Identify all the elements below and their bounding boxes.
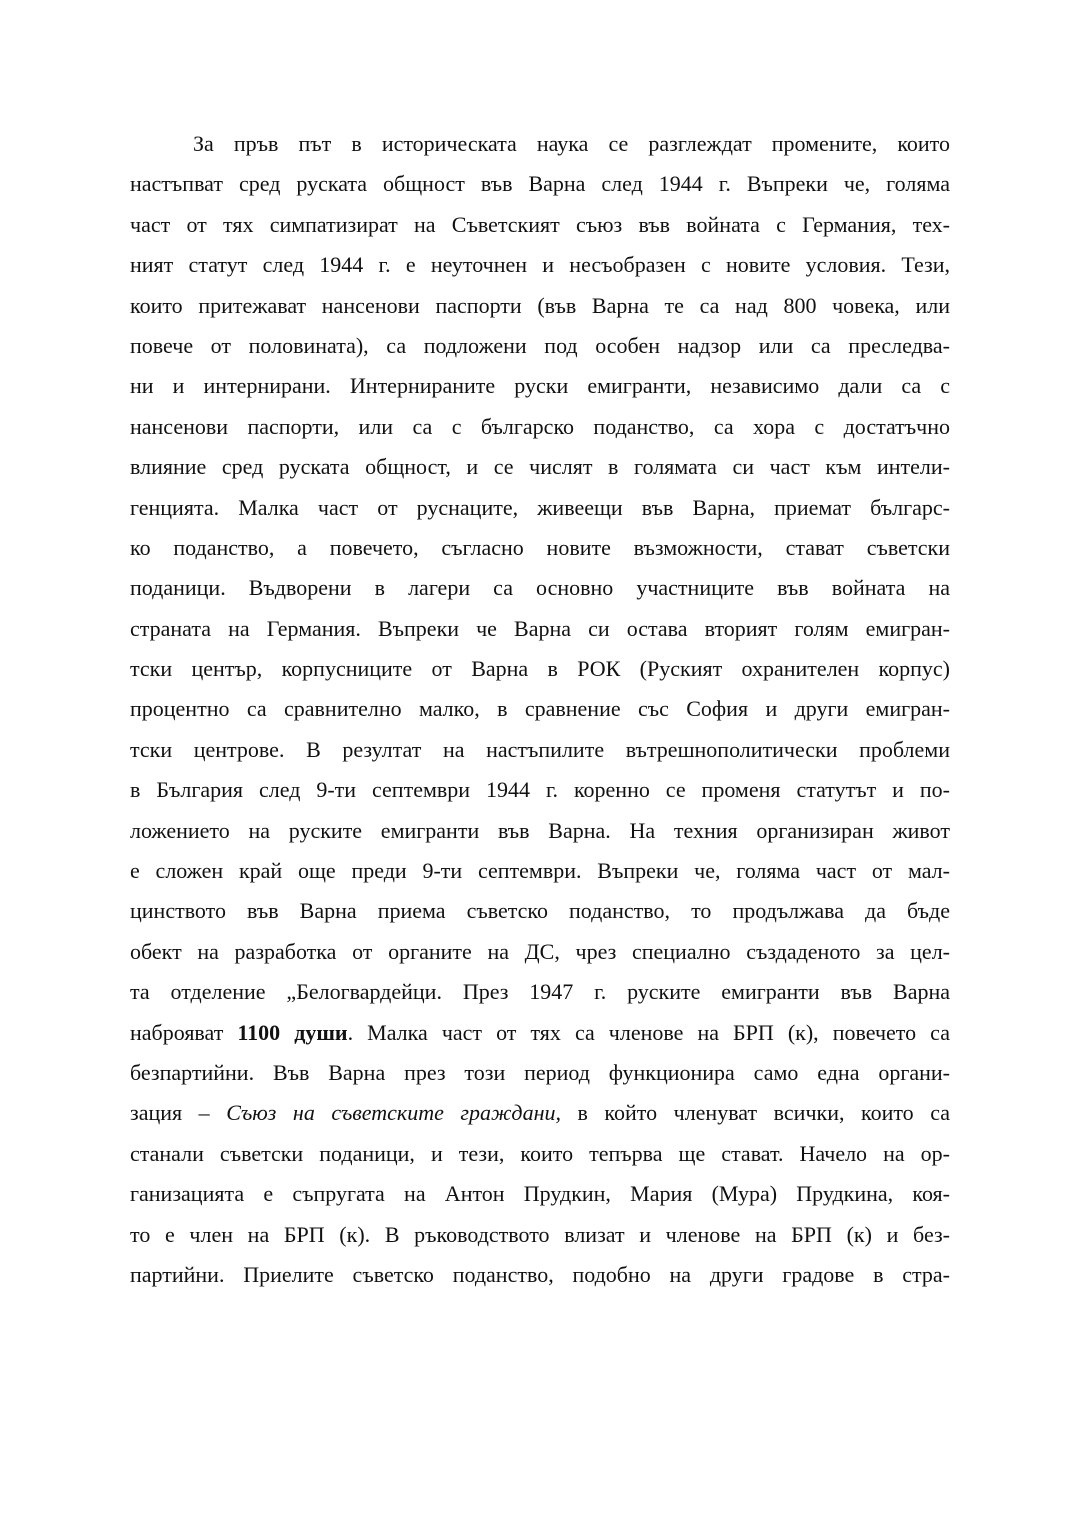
text-line <box>130 124 950 164</box>
text-run: станали съветски поданици, и тези, които тепърва ще стават. Начело на ор- <box>130 1140 950 1166</box>
text-run: ложението на руските емигранти във Варна. На техния организиран живот <box>130 817 950 843</box>
text-run: тски център, корпусниците от Варна в РОК (Руският охранителен корпус) <box>130 656 950 682</box>
text-run: генцията. Малка част от руснаците, живеещи във Варна, приемат българс- <box>130 494 950 520</box>
text-run: страната на Германия. Въпреки че Варна си остава вторият голям емигран- <box>130 615 950 641</box>
text-line <box>130 932 950 972</box>
text-run: част от тях симпатизират на Съветският съюз във войната с Германия, тех- <box>130 211 950 237</box>
text-line <box>130 1053 950 1093</box>
text-run: партийни. Приелите съветско поданство, подобно на други градове в стра- <box>130 1261 950 1287</box>
text-run: влияние сред руската общност, и се числят в голямата си част към интели- <box>130 454 950 480</box>
text-line <box>130 1093 950 1133</box>
text-run: поданици. Въдворени в лагери са основно участниците във войната на <box>130 575 950 601</box>
text-run: зация – <box>130 1100 227 1126</box>
text-run: ният статут след 1944 г. е неуточнен и несъобразен с новите условия. Тези, <box>130 252 950 278</box>
text-run: та отделение „Белогвардейци. През 1947 г. руските емигранти във Варна <box>130 979 950 1005</box>
text-run: настъпват сред руската общност във Варна след 1944 г. Въпреки че, голяма <box>130 171 950 197</box>
text-line <box>130 488 950 528</box>
text-line <box>130 447 950 487</box>
text-line <box>130 972 950 1012</box>
bold-text: 1100 души <box>237 1019 348 1045</box>
text-line <box>130 851 950 891</box>
text-run: цинството във Варна приема съветско поданство, то продължава да бъде <box>130 898 950 924</box>
text-run: е сложен край още преди 9-ти септември. Въпреки че, голяма част от мал- <box>130 858 950 884</box>
text-run: процентно са сравнително малко, в сравнение със София и други емигран- <box>130 696 950 722</box>
text-line <box>130 326 950 366</box>
text-run: ко поданство, а повечето, съгласно новите възможности, стават съветски <box>130 534 950 560</box>
text-line <box>130 407 950 447</box>
text-run: За пръв път в историческата наука се разглеждат промените, които <box>193 131 950 156</box>
text-line <box>130 770 950 810</box>
body-paragraph <box>130 124 950 1295</box>
text-line <box>130 649 950 689</box>
text-run: ни и интернирани. Интернираните руски емигранти, независимо дали са с <box>130 373 950 399</box>
text-line <box>130 366 950 406</box>
text-line <box>130 1215 950 1255</box>
text-line <box>130 609 950 649</box>
text-line <box>130 1013 950 1053</box>
text-line <box>130 730 950 770</box>
text-run: наброяват <box>130 1019 238 1045</box>
text-line <box>130 1134 950 1174</box>
text-line <box>130 245 950 285</box>
text-run: безпартийни. Във Варна през този период функционира само една органи- <box>130 1059 950 1085</box>
text-line <box>130 528 950 568</box>
text-run: . Малка част от тях са членове на БРП (к), повечето са <box>347 1019 950 1045</box>
text-line <box>130 891 950 931</box>
text-line <box>130 164 950 204</box>
text-line <box>130 205 950 245</box>
text-run: повече от половината), са подложени под особен надзор или са преследва- <box>130 332 950 358</box>
italic-text: Съюз на съветските граждани, <box>226 1100 561 1126</box>
text-line <box>130 1255 950 1295</box>
text-line <box>130 1174 950 1214</box>
text-run: в който членуват всички, които са <box>560 1100 950 1126</box>
text-run: тски центрове. В резултат на настъпилите вътрешнополитически проблеми <box>130 736 950 762</box>
text-run: нансенови паспорти, или са с българско поданство, са хора с достатъчно <box>130 413 950 439</box>
text-run: които притежават нансенови паспорти (във Варна те са над 800 човека, или <box>130 292 950 318</box>
text-line <box>130 568 950 608</box>
text-run: то е член на БРП (к). В ръководството влизат и членове на БРП (к) и без- <box>130 1221 950 1247</box>
text-run: ганизацията е съпругата на Антон Прудкин, Мария (Мура) Прудкина, коя- <box>130 1181 950 1207</box>
text-run: в България след 9-ти септември 1944 г. коренно се променя статутът и по- <box>130 777 950 803</box>
text-line <box>130 811 950 851</box>
text-run: обект на разработка от органите на ДС, чрез специално създаденото за цел- <box>130 938 950 964</box>
text-line <box>130 689 950 729</box>
text-line <box>130 286 950 326</box>
